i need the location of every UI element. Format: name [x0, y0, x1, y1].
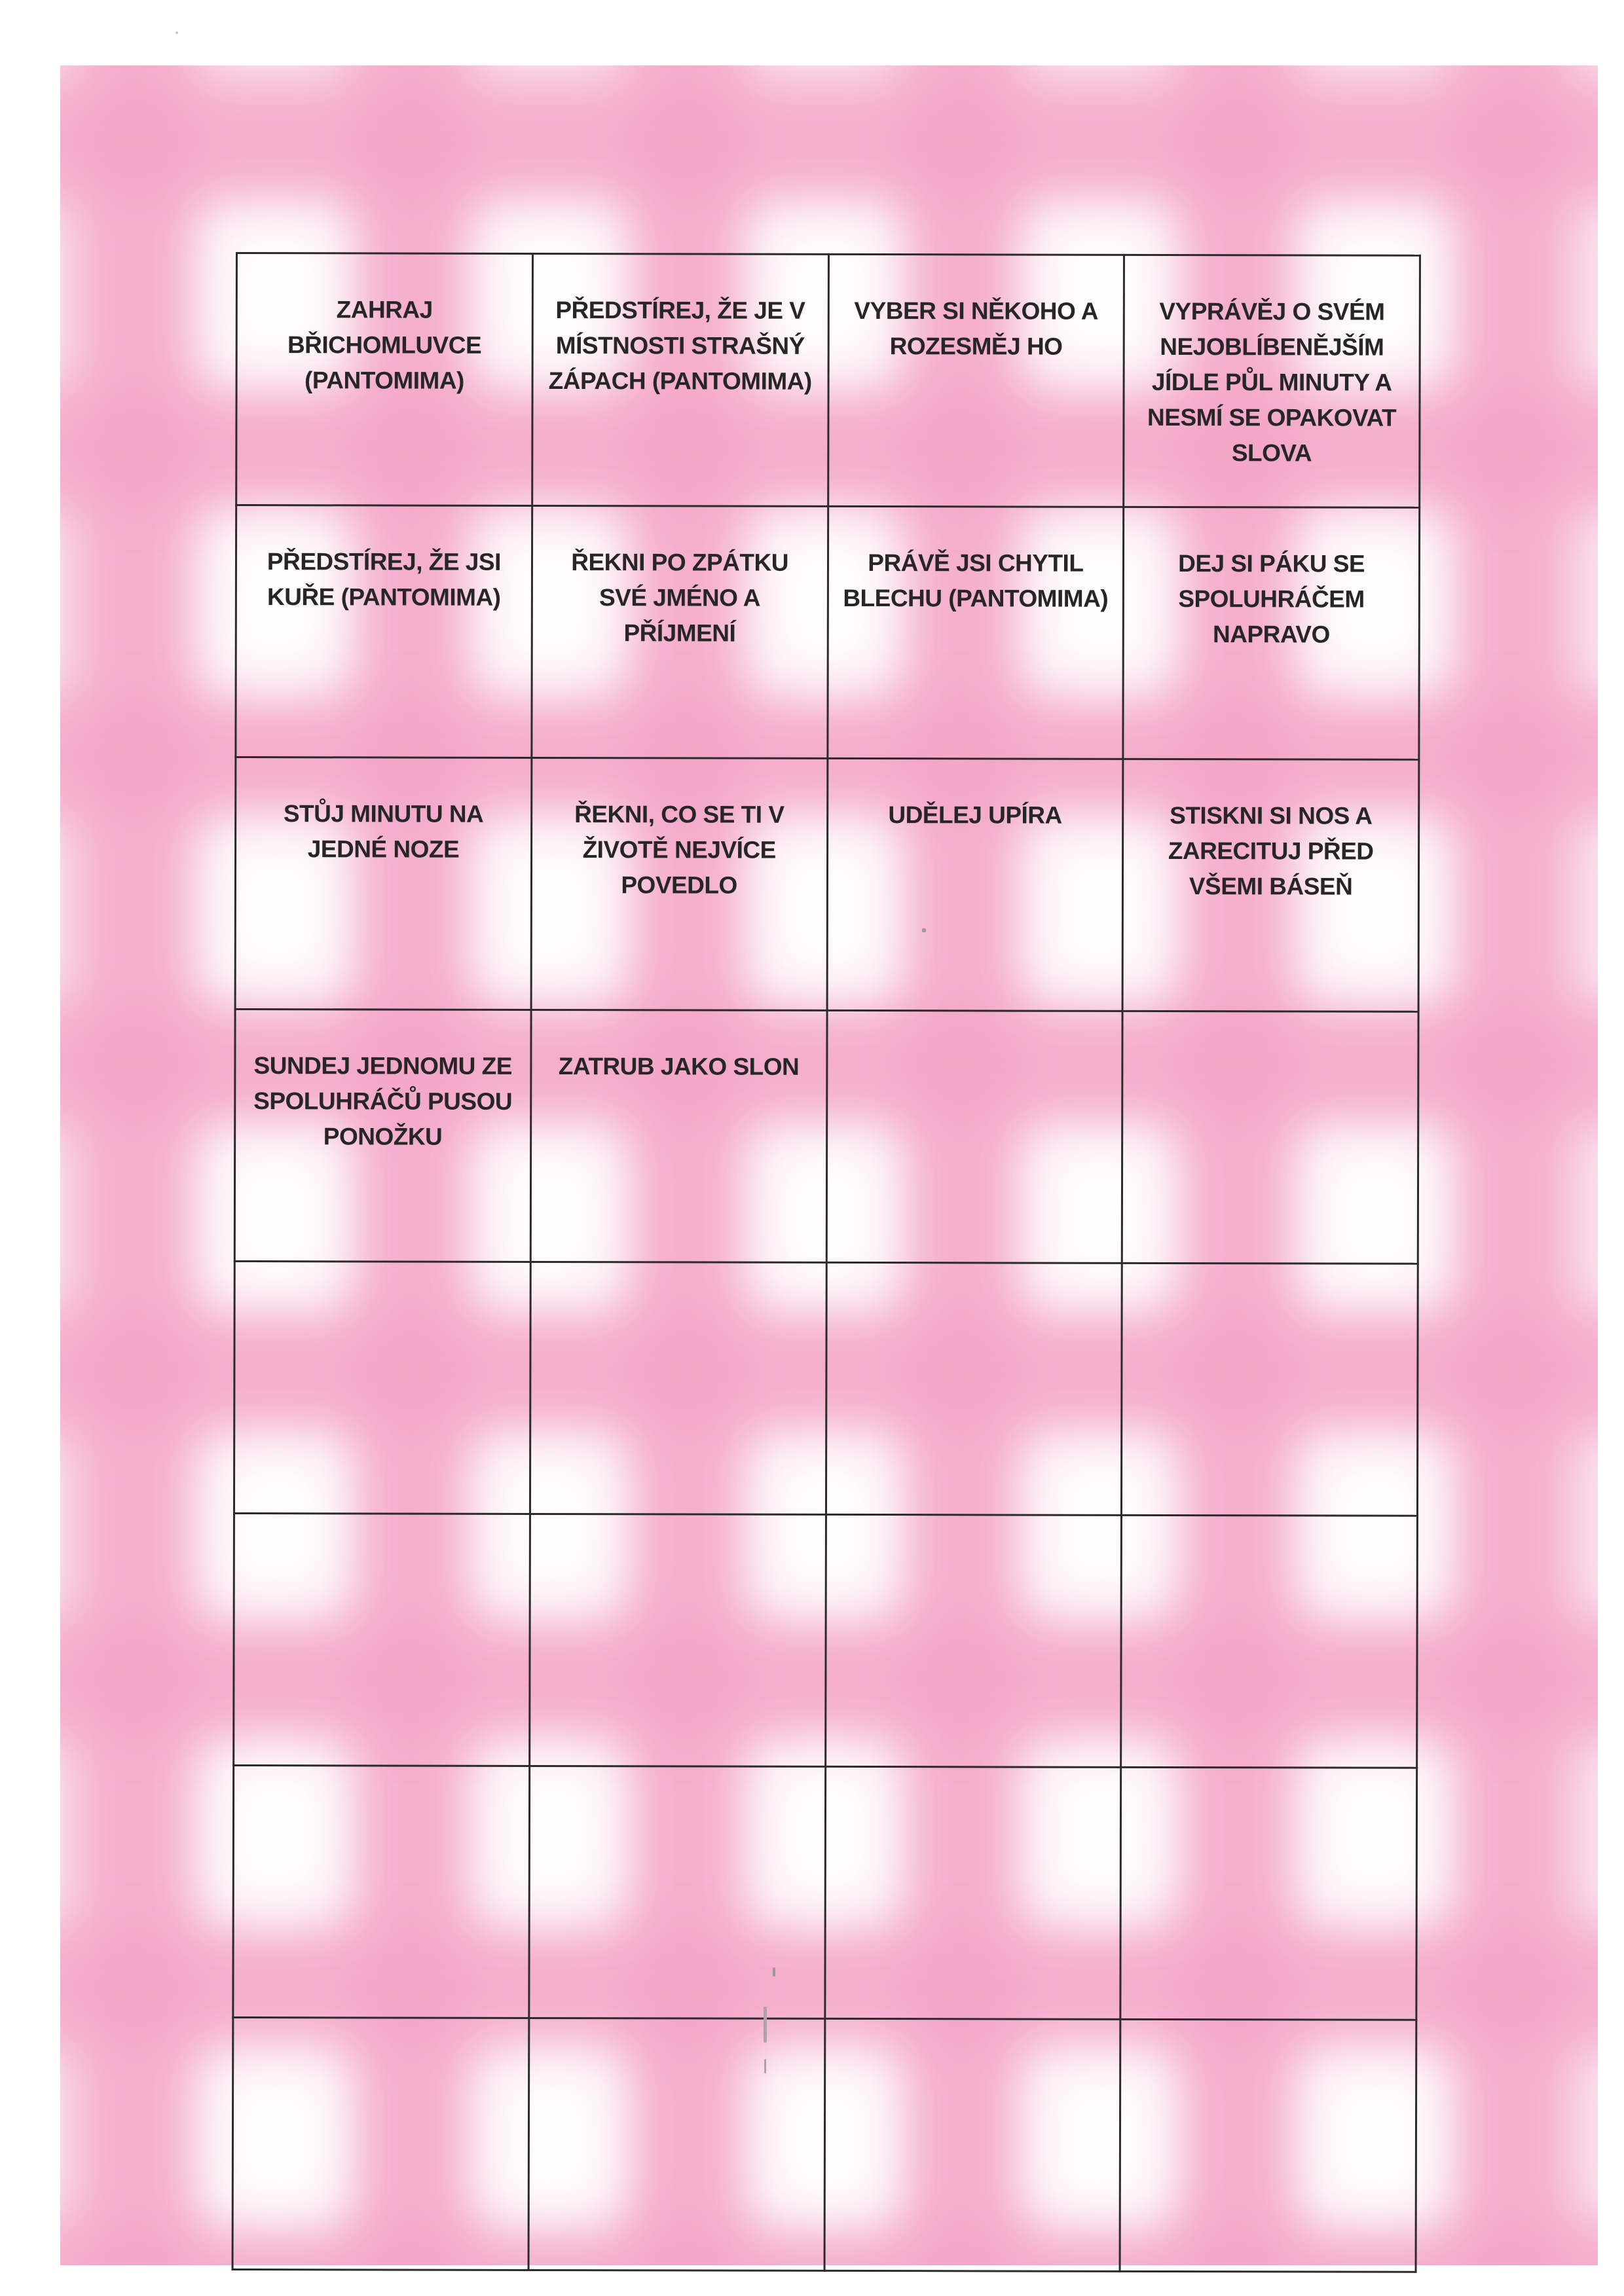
scan-speck [773, 1967, 775, 1977]
card-text: ZATRUB JAKO SLON [558, 1053, 800, 1080]
card-text: PŘEDSTÍREJ, ŽE JE V MÍSTNOSTI STRAŠNÝ ZÁPACH (PANTOMIMA) [548, 297, 812, 395]
card-cell [828, 254, 1124, 507]
card-row [236, 253, 1420, 508]
card-text [542, 1805, 813, 1806]
card-text [840, 1049, 1110, 1050]
card-text [1135, 1050, 1406, 1051]
card-text: ZAHRAJ BŘICHOMLUVCE (PANTOMIMA) [287, 296, 482, 394]
card-cell [1123, 507, 1420, 759]
card-text: VYBER SI NĚKOHO A ROZESMĚJ HO [854, 297, 1098, 360]
card-cell [1124, 255, 1420, 507]
card-cell [1120, 2019, 1416, 2272]
card-text [1135, 1302, 1405, 1303]
card-cell [529, 1766, 826, 2018]
card-text: ŘEKNI, CO SE TI V ŽIVOTĚ NEJVÍCE POVEDLO [574, 801, 784, 899]
card-cell [232, 2017, 529, 2270]
card-cell [826, 1262, 1122, 1515]
card-text [248, 1300, 518, 1301]
card-cell [826, 1010, 1123, 1263]
card-text: VYPRÁVĚJ O SVÉM NEJOBLÍBENĚJŠÍM JÍDLE PŮL MINUTY A NESMÍ SE OPAKOVAT SLOVA [1147, 297, 1397, 467]
card-text [542, 2057, 812, 2058]
scan-speck [764, 2059, 766, 2073]
card-text [1134, 1806, 1404, 1807]
card-cell [1122, 1263, 1418, 1516]
card-cell [1120, 1767, 1417, 2020]
card-text [246, 1804, 517, 1805]
card-cell [528, 2018, 825, 2270]
card-row [235, 757, 1419, 1012]
card-cell [824, 2018, 1121, 2271]
card-cell [1121, 1515, 1418, 1768]
card-text [246, 2056, 516, 2057]
card-text: STŮJ MINUTU NA JEDNÉ NOZE [283, 800, 484, 863]
plaid-band-horizontal [60, 79, 1598, 203]
card-cell [235, 757, 532, 1010]
card-cell [529, 1514, 826, 1766]
card-cell [532, 505, 828, 758]
card-cell [827, 506, 1124, 759]
card-text [247, 1552, 517, 1553]
scan-speck [764, 2007, 767, 2043]
card-cell [234, 1010, 531, 1262]
card-cell [827, 758, 1124, 1011]
card-cell [234, 1261, 530, 1514]
scan-speck [922, 928, 926, 932]
card-text: UDĚLEJ UPÍRA [888, 801, 1062, 829]
card-row [234, 1261, 1418, 1516]
card-cell [236, 505, 532, 758]
card-text: SUNDEJ JEDNOMU ZE SPOLUHRÁČŮ PUSOU PONOŽKU [253, 1052, 513, 1150]
card-cell [1122, 1011, 1419, 1264]
card-row [232, 2017, 1416, 2272]
scan-speck [175, 31, 178, 34]
card-cell [234, 1513, 530, 1766]
card-cell [530, 1010, 827, 1262]
card-row [236, 505, 1420, 760]
card-text: PŘEDSTÍREJ, ŽE JSI KUŘE (PANTOMIMA) [267, 548, 501, 611]
card-row [234, 1513, 1418, 1768]
card-text [543, 1553, 813, 1554]
card-row [234, 1010, 1418, 1264]
card-text: ŘEKNI PO ZPÁTKU SVÉ JMÉNO A PŘÍJMENÍ [571, 549, 789, 647]
card-cell [825, 1514, 1122, 1767]
card-cell [236, 253, 533, 506]
card-cell [532, 253, 828, 506]
card-text: PRÁVĚ JSI CHYTIL BLECHU (PANTOMIMA) [843, 549, 1109, 612]
card-cell [824, 1766, 1121, 2019]
card-text: DEJ SI PÁKU SE SPOLUHRÁČEM NAPRAVO [1178, 550, 1365, 648]
card-text: STISKNI SI NOS A ZARECITUJ PŘED VŠEMI BÁSEŇ [1168, 801, 1374, 900]
card-cell [1122, 759, 1419, 1011]
card-grid [232, 252, 1421, 2273]
card-text [1134, 1554, 1405, 1555]
card-cell [530, 1262, 826, 1514]
card-row [233, 1765, 1417, 2020]
card-text [543, 1301, 813, 1302]
card-cell [233, 1765, 530, 2018]
card-text [1133, 2058, 1403, 2059]
card-cell [531, 757, 828, 1010]
